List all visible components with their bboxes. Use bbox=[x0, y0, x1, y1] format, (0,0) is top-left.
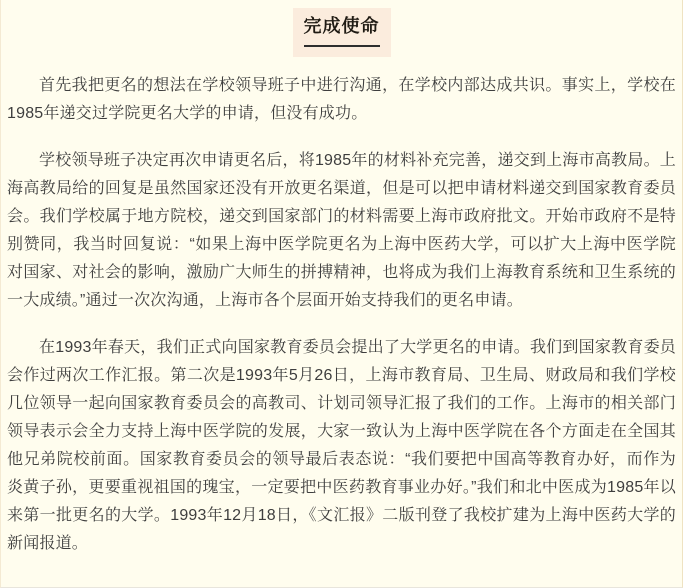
article-paragraph: 学校领导班子决定再次申请更名后，将1985年的材料补充完善，递交到上海市高教局。上海高教局给的回复是虽然国家还没有开放更名渠道，但是可以把申请材料递交到国家教育委员会。我们学校属于地方院校，递交到国家部门的材料需要上海市政府批文。开始市政府不是特别赞同，我当时回复说：“如果上海中医学院更名为上海中医药大学，可以扩大上海中医学院对国家、对社会的影响，激励广大师生的拼搏精神，也将成为我们上海教育系统和卫生系统的一大成绩。”通过一次次沟通，上海市各个层面开始支持我们的更名申请。 bbox=[7, 151, 676, 309]
article-paragraph: 在1993年春天，我们正式向国家教育委员会提出了大学更名的申请。我们到国家教育委员会作过两次工作汇报。第二次是1993年5月26日，上海市教育局、卫生局、财政局和我们学校几位领导一起向国家教育委员会的高教司、计划司领导汇报了我们的工作。上海市的相关部门领导表示会全力支持上海中医学院的发展，大家一致认为上海中医学院在各个方面走在全国其他兄弟院校前面。国家教育委员会的领导最后表态说：“我们要把中国高等教育办好，而作为炎黄子孙，更要重视祖国的瑰宝，一定要把中医药教育事业办好。”我们和北中医成为1985年以来第一批更名的大学。1993年12月18日，《文汇报》二版刊登了我校扩建为上海中医药大学的新闻报道。 bbox=[7, 338, 676, 552]
article-title-block bbox=[293, 8, 391, 57]
page-title: 完成使命 bbox=[303, 16, 380, 36]
title-underline bbox=[304, 45, 380, 47]
article-body bbox=[6, 72, 677, 558]
article-header bbox=[6, 8, 677, 57]
article-paragraph: 首先我把更名的想法在学校领导班子中进行沟通，在学校内部达成共识。事实上，学校在1985年递交过学院更名大学的申请，但没有成功。 bbox=[7, 76, 676, 122]
